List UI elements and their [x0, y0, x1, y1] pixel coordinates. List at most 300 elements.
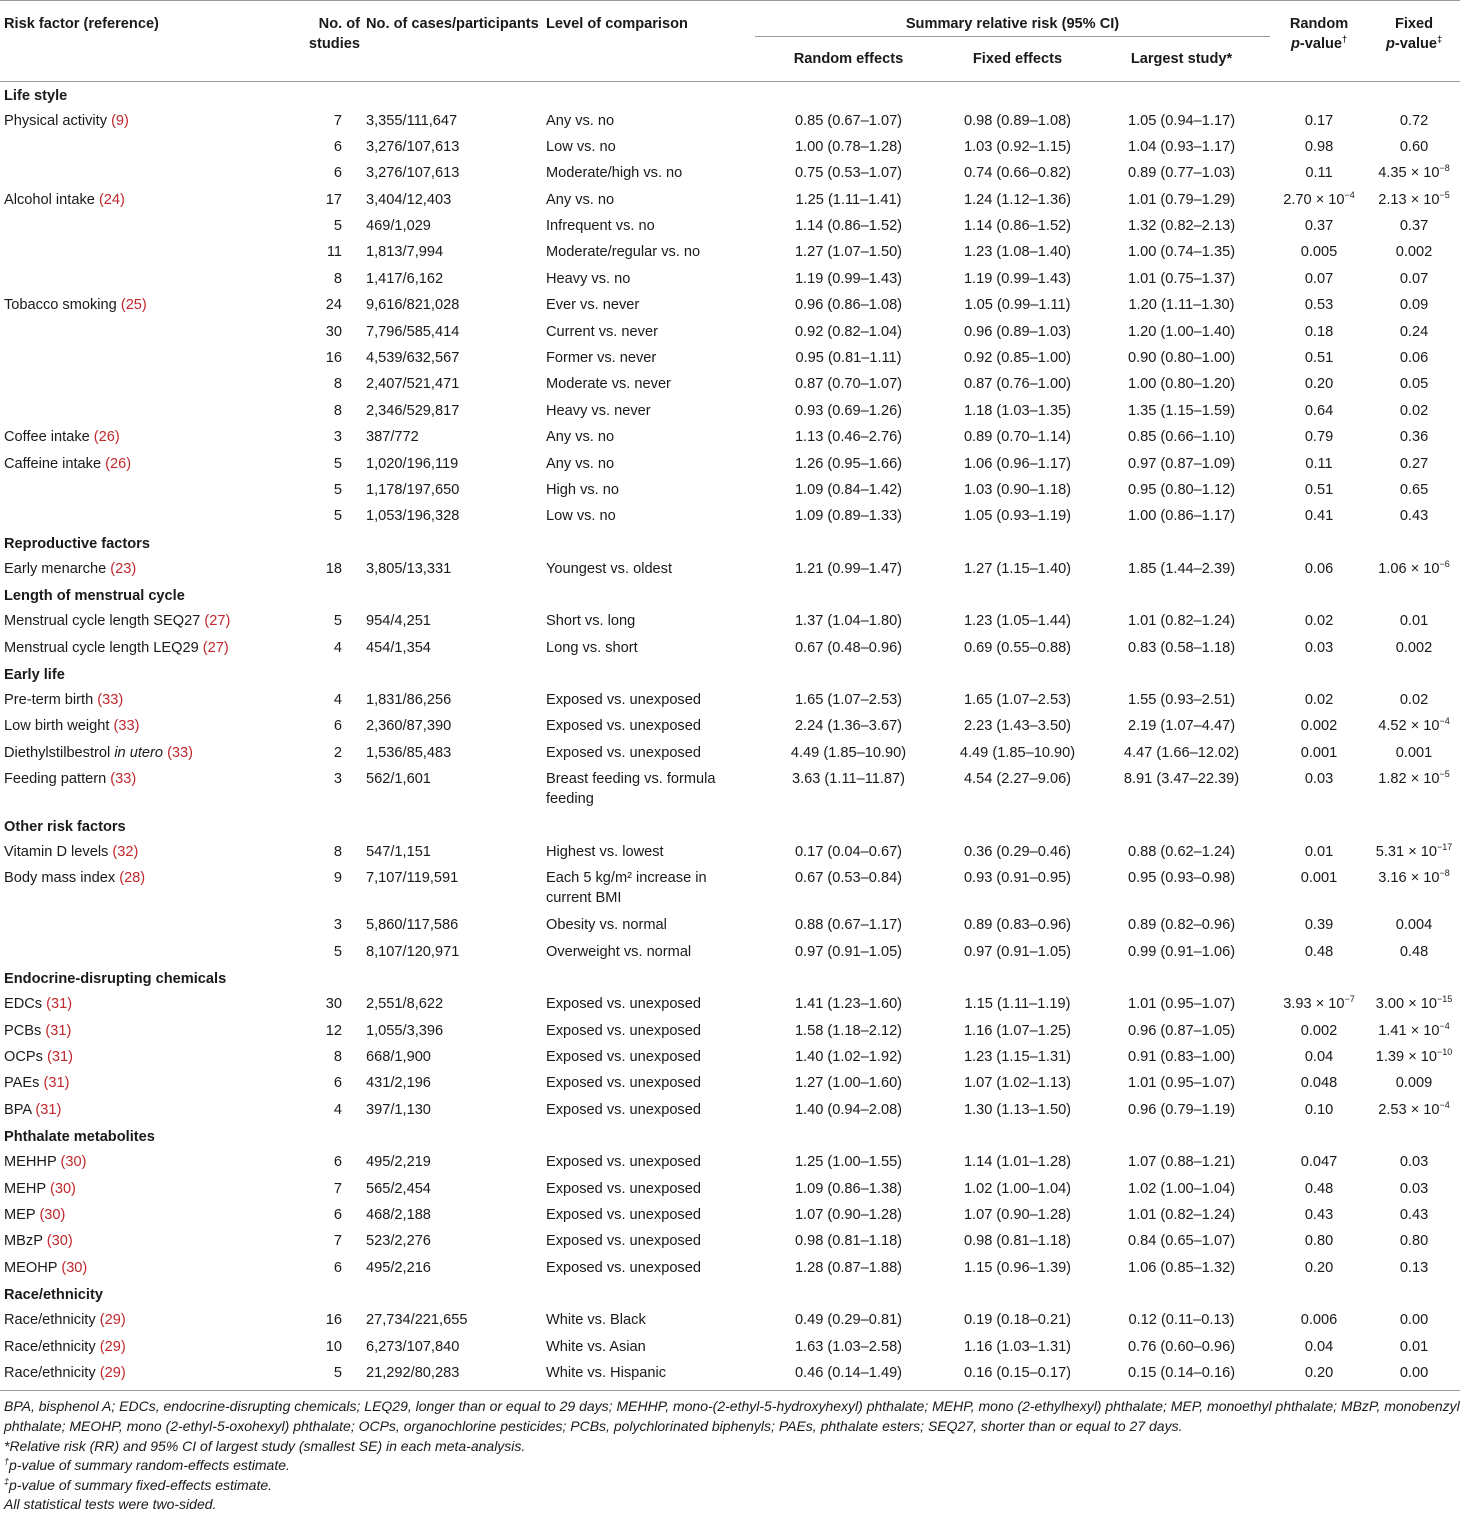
p-value-base: 0.03	[1304, 639, 1334, 656]
risk-factor-cell	[0, 424, 281, 450]
fixed-p-cell	[1368, 1307, 1460, 1333]
random-effects-cell: 1.41 (1.23–1.60)	[794, 996, 903, 1013]
random-effects-cell: 0.93 (0.69–1.26)	[794, 402, 903, 419]
table-header	[0, 1, 1460, 82]
table-row	[0, 740, 1460, 766]
level-cell: White vs. Asian	[546, 1338, 646, 1355]
random-effects-cell: 1.40 (0.94–2.08)	[794, 1101, 903, 1118]
risk-factor-cell	[0, 635, 281, 661]
p-value-base: 0.24	[1399, 323, 1429, 340]
random-p-cell	[1270, 108, 1368, 134]
p-value-base: 0.48	[1304, 943, 1334, 960]
cases-cell: 1,831/86,256	[366, 691, 452, 708]
risk-factor-cell	[0, 1176, 281, 1202]
reference-link[interactable]: (31)	[35, 1101, 62, 1118]
table-row	[0, 134, 1460, 160]
reference-link[interactable]: (33)	[97, 691, 124, 708]
largest-study-cell: 0.12 (0.11–0.13)	[1128, 1312, 1235, 1329]
fixed-p-cell	[1368, 687, 1460, 713]
risk-factor-cell	[0, 766, 281, 813]
level-cell: White vs. Hispanic	[546, 1364, 667, 1381]
fixed-effects-cell: 2.23 (1.43–3.50)	[963, 718, 1072, 735]
largest-study-cell: 1.32 (0.82–2.13)	[1127, 218, 1236, 235]
section-header-row	[0, 1281, 1460, 1307]
random-effects-cell: 1.13 (0.46–2.76)	[794, 429, 903, 446]
risk-factor-cell	[0, 319, 281, 345]
reference-link[interactable]: (33)	[110, 771, 137, 788]
p-value-base: 0.20	[1304, 1259, 1334, 1276]
p-value-base: 0.37	[1304, 218, 1334, 235]
no-studies-cell: 16	[325, 1312, 342, 1329]
table-row	[0, 1360, 1460, 1386]
fixed-effects-cell: 4.54 (2.27–9.06)	[963, 771, 1072, 788]
random-p-cell	[1270, 239, 1368, 265]
table-row	[0, 608, 1460, 634]
no-studies-cell: 4	[333, 1101, 342, 1118]
random-p-cell	[1270, 1018, 1368, 1044]
p-value-base: 1.82 × 10	[1378, 771, 1440, 788]
reference-link[interactable]: (31)	[46, 1049, 73, 1066]
largest-study-cell: 0.99 (0.91–1.06)	[1127, 943, 1236, 960]
p-value-base: 0.02	[1399, 691, 1429, 708]
risk-factor-name: OCPs	[4, 1049, 43, 1066]
level-cell: Short vs. long	[546, 613, 636, 630]
risk-factor-name: Menstrual cycle length SEQ27	[4, 613, 201, 630]
footnotes	[0, 1390, 1460, 1515]
cases-cell: 547/1,151	[366, 844, 431, 861]
fixed-effects-cell: 1.19 (0.99–1.43)	[963, 270, 1072, 287]
risk-factor-cell	[0, 1097, 281, 1123]
reference-link[interactable]: (31)	[45, 1022, 72, 1039]
random-effects-cell: 1.28 (0.87–1.88)	[794, 1259, 903, 1276]
p-value-base: 0.048	[1300, 1075, 1338, 1092]
level-cell: Exposed vs. unexposed	[546, 1154, 701, 1171]
largest-study-cell: 0.88 (0.62–1.24)	[1127, 844, 1236, 861]
section-header-row	[0, 1123, 1460, 1149]
random-effects-cell: 0.49 (0.29–0.81)	[794, 1312, 903, 1329]
cases-cell: 431/2,196	[366, 1075, 431, 1092]
random-p-cell	[1270, 912, 1368, 938]
reference-link[interactable]: (32)	[112, 844, 139, 861]
random-p-cell	[1270, 766, 1368, 813]
largest-study-cell: 2.19 (1.07–4.47)	[1127, 718, 1236, 735]
level-cell: Any vs. no	[546, 112, 615, 129]
header-risk-factor: Risk factor (reference)	[4, 16, 159, 32]
p-value-base: 0.001	[1395, 744, 1433, 761]
fixed-effects-cell: 1.27 (1.15–1.40)	[963, 560, 1072, 577]
fixed-p-cell	[1368, 134, 1460, 160]
largest-study-cell: 0.96 (0.79–1.19)	[1127, 1101, 1236, 1118]
fixed-p-cell	[1368, 1202, 1460, 1228]
p-value-base: 0.43	[1399, 508, 1429, 525]
fixed-p-cell	[1368, 865, 1460, 912]
footnote-star: *Relative risk (RR) and 95% CI of largest study (smallest SE) in each meta-analysis.	[4, 1437, 526, 1454]
p-value-base: 0.002	[1395, 244, 1433, 261]
cases-cell: 469/1,029	[366, 218, 431, 235]
header-no-studies: No. of studies	[308, 16, 360, 52]
reference-link[interactable]: (33)	[167, 744, 194, 761]
random-effects-cell: 1.65 (1.07–2.53)	[794, 691, 903, 708]
fixed-p-cell	[1368, 1018, 1460, 1044]
risk-factor-cell	[0, 912, 281, 938]
p-value-base: 0.009	[1395, 1075, 1433, 1092]
header-level: Level of comparison	[546, 16, 688, 32]
largest-study-cell: 1.85 (1.44–2.39)	[1127, 560, 1236, 577]
random-p-cell	[1270, 503, 1368, 529]
cases-cell: 1,020/196,119	[366, 455, 459, 472]
header-random-p-line1: Random	[1289, 16, 1349, 32]
reference-link[interactable]: (27)	[204, 613, 231, 630]
reference-link[interactable]: (30)	[61, 1259, 88, 1276]
p-value-base: 2.70 × 10	[1283, 191, 1345, 208]
largest-study-cell: 0.85 (0.66–1.10)	[1127, 429, 1236, 446]
level-cell: Exposed vs. unexposed	[546, 1259, 701, 1276]
risk-factor-name: MEHHP	[4, 1154, 57, 1171]
cases-cell: 387/772	[366, 429, 419, 446]
risk-factor-cell	[0, 451, 281, 477]
level-cell: Former vs. never	[546, 350, 657, 367]
largest-study-cell: 1.01 (0.95–1.07)	[1127, 1075, 1236, 1092]
risk-factor-cell	[0, 345, 281, 371]
no-studies-cell: 8	[333, 1049, 342, 1066]
risk-factor-name: Tobacco smoking	[4, 297, 117, 314]
random-effects-cell: 1.21 (0.99–1.47)	[794, 560, 903, 577]
footnote-ddagger: ‡p-value of summary fixed-effects estimate.	[4, 1476, 273, 1493]
fixed-p-cell	[1368, 319, 1460, 345]
risk-factor-cell	[0, 1307, 281, 1333]
fixed-effects-cell: 0.98 (0.89–1.08)	[963, 112, 1072, 129]
level-cell: Exposed vs. unexposed	[546, 744, 701, 761]
risk-factor-cell	[0, 213, 281, 239]
level-cell: Exposed vs. unexposed	[546, 691, 701, 708]
footnote-two-sided: All statistical tests were two-sided.	[4, 1496, 217, 1513]
section-title: Reproductive factors	[4, 535, 150, 552]
cases-cell: 27,734/221,655	[366, 1312, 468, 1329]
cases-cell: 5,860/117,586	[366, 917, 459, 934]
reference-link[interactable]: (25)	[120, 297, 147, 314]
table-row	[0, 687, 1460, 713]
risk-factor-cell	[0, 134, 281, 160]
p-value-base: 1.41 × 10	[1378, 1022, 1440, 1039]
header-fixed-p	[1368, 1, 1460, 82]
p-value-base: 4.35 × 10	[1378, 165, 1440, 182]
risk-factor-name: Physical activity	[4, 112, 107, 129]
level-cell: Infrequent vs. no	[546, 218, 655, 235]
p-value-exponent: −8	[1439, 868, 1450, 879]
level-cell: Low vs. no	[546, 138, 616, 155]
p-value-base: 0.13	[1399, 1259, 1429, 1276]
no-studies-cell: 17	[325, 191, 342, 208]
table-row	[0, 991, 1460, 1017]
fixed-effects-cell: 1.14 (1.01–1.28)	[963, 1154, 1072, 1171]
level-cell: Exposed vs. unexposed	[546, 1233, 701, 1250]
random-effects-cell: 0.46 (0.14–1.49)	[794, 1364, 903, 1381]
risk-factor-cell	[0, 687, 281, 713]
reference-link[interactable]: (27)	[202, 639, 229, 656]
p-value-base: 0.006	[1300, 1312, 1338, 1329]
header-random-p	[1270, 1, 1368, 82]
fixed-effects-cell: 1.05 (0.93–1.19)	[963, 508, 1072, 525]
no-studies-cell: 6	[333, 165, 342, 182]
p-value-base: 0.51	[1304, 350, 1334, 367]
section-header-row	[0, 582, 1460, 608]
risk-factor-name: Coffee intake	[4, 429, 90, 446]
no-studies-cell: 8	[333, 270, 342, 287]
p-value-base: 0.02	[1399, 402, 1429, 419]
random-p-cell	[1270, 266, 1368, 292]
section-header-row	[0, 813, 1460, 839]
p-value-base: 0.98	[1304, 138, 1334, 155]
p-value-base: 0.80	[1399, 1233, 1429, 1250]
cases-cell: 954/4,251	[366, 613, 431, 630]
random-effects-cell: 0.67 (0.48–0.96)	[794, 639, 903, 656]
p-value-base: 0.03	[1399, 1154, 1429, 1171]
fixed-p-cell	[1368, 213, 1460, 239]
random-p-cell	[1270, 1070, 1368, 1096]
cases-cell: 8,107/120,971	[366, 943, 460, 960]
p-value-base: 0.20	[1304, 376, 1334, 393]
level-cell: Breast feeding vs. formula feeding	[546, 771, 716, 808]
random-p-cell	[1270, 991, 1368, 1017]
reference-link[interactable]: (9)	[111, 112, 129, 129]
no-studies-cell: 6	[333, 1207, 342, 1223]
random-effects-cell: 1.40 (1.02–1.92)	[794, 1049, 903, 1066]
no-studies-cell: 8	[333, 844, 342, 861]
level-cell: Overweight vs. normal	[546, 943, 692, 960]
random-p-cell	[1270, 713, 1368, 739]
cases-cell: 3,276/107,613	[366, 138, 460, 155]
fixed-effects-cell: 0.16 (0.15–0.17)	[963, 1364, 1072, 1381]
fixed-effects-cell: 0.96 (0.89–1.03)	[963, 323, 1072, 340]
p-value-base: 0.36	[1399, 429, 1429, 446]
p-value-base: 0.53	[1304, 297, 1334, 314]
random-effects-cell: 0.67 (0.53–0.84)	[794, 870, 903, 887]
level-cell: Exposed vs. unexposed	[546, 1075, 701, 1092]
level-cell: Exposed vs. unexposed	[546, 1101, 701, 1118]
cases-cell: 562/1,601	[366, 771, 431, 788]
table-row	[0, 1149, 1460, 1175]
level-cell: Exposed vs. unexposed	[546, 1022, 701, 1039]
random-effects-cell: 0.17 (0.04–0.67)	[794, 844, 903, 861]
cases-cell: 1,813/7,994	[366, 244, 444, 261]
largest-study-cell: 0.95 (0.93–0.98)	[1127, 870, 1236, 887]
reference-link[interactable]: (26)	[93, 429, 120, 446]
no-studies-cell: 5	[333, 455, 342, 472]
random-effects-cell: 1.14 (0.86–1.52)	[794, 218, 903, 235]
fixed-effects-cell: 0.69 (0.55–0.88)	[963, 639, 1072, 656]
fixed-effects-cell: 1.05 (0.99–1.11)	[964, 297, 1071, 314]
p-value-base: 0.01	[1399, 613, 1429, 630]
p-value-base: 0.002	[1395, 639, 1433, 656]
level-cell: Any vs. no	[546, 191, 615, 208]
reference-link[interactable]: (30)	[49, 1180, 76, 1197]
random-effects-cell: 1.25 (1.11–1.41)	[795, 191, 902, 208]
table-row	[0, 503, 1460, 529]
fixed-effects-cell: 1.23 (1.08–1.40)	[963, 244, 1072, 261]
reference-link[interactable]: (31)	[46, 996, 73, 1013]
footnote-dagger: †p-value of summary random-effects estimate.	[4, 1456, 290, 1474]
fixed-p-cell	[1368, 766, 1460, 813]
reference-link[interactable]: (30)	[39, 1207, 66, 1223]
random-effects-cell: 1.37 (1.04–1.80)	[794, 613, 903, 630]
reference-link[interactable]: (28)	[119, 870, 146, 887]
largest-study-cell: 4.47 (1.66–12.02)	[1123, 744, 1240, 761]
p-value-base: 0.01	[1304, 844, 1334, 861]
random-p-cell	[1270, 1202, 1368, 1228]
table-row	[0, 451, 1460, 477]
table-row	[0, 766, 1460, 813]
fixed-p-cell	[1368, 1097, 1460, 1123]
fixed-effects-cell: 1.18 (1.03–1.35)	[963, 402, 1072, 419]
random-p-cell	[1270, 687, 1368, 713]
cases-cell: 1,178/197,650	[366, 481, 460, 498]
reference-link[interactable]: (29)	[99, 1312, 126, 1329]
cases-cell: 2,407/521,471	[366, 376, 460, 393]
table-row	[0, 635, 1460, 661]
reference-link[interactable]: (23)	[110, 560, 137, 577]
cases-cell: 1,536/85,483	[366, 744, 452, 761]
random-effects-cell: 2.24 (1.36–3.67)	[794, 718, 903, 735]
no-studies-cell: 2	[333, 744, 342, 761]
fixed-p-cell	[1368, 635, 1460, 661]
table-row	[0, 477, 1460, 503]
header-largest-study: Largest study*	[1130, 51, 1233, 67]
fixed-p-cell	[1368, 477, 1460, 503]
table-row	[0, 1070, 1460, 1096]
fixed-p-cell	[1368, 451, 1460, 477]
risk-factor-cell	[0, 187, 281, 213]
header-fixed-effects: Fixed effects	[972, 51, 1063, 67]
fixed-p-cell	[1368, 1149, 1460, 1175]
largest-study-cell: 0.76 (0.60–0.96)	[1127, 1338, 1236, 1355]
random-p-cell	[1270, 1044, 1368, 1070]
p-value-base: 0.00	[1399, 1312, 1429, 1329]
risk-factor-cell	[0, 477, 281, 503]
p-value-exponent: −8	[1439, 163, 1450, 174]
table-row	[0, 371, 1460, 397]
fixed-p-cell	[1368, 160, 1460, 186]
largest-study-cell: 0.91 (0.83–1.00)	[1127, 1049, 1236, 1066]
p-value-base: 0.09	[1399, 297, 1429, 314]
cases-cell: 495/2,216	[366, 1259, 431, 1276]
random-effects-cell: 0.96 (0.86–1.08)	[794, 297, 903, 314]
risk-factor-cell	[0, 108, 281, 134]
p-value-base: 0.18	[1304, 323, 1334, 340]
largest-study-cell: 1.06 (0.85–1.32)	[1127, 1259, 1236, 1276]
fixed-effects-cell: 0.89 (0.83–0.96)	[963, 917, 1072, 934]
fixed-p-cell	[1368, 266, 1460, 292]
fixed-p-cell	[1368, 1255, 1460, 1281]
reference-link[interactable]: (24)	[98, 191, 125, 208]
reference-link[interactable]: (33)	[113, 718, 140, 735]
p-value-base: 0.11	[1305, 455, 1333, 472]
table-row	[0, 556, 1460, 582]
reference-link[interactable]: (29)	[99, 1364, 126, 1381]
p-value-base: 0.60	[1399, 138, 1429, 155]
p-value-base: 0.00	[1399, 1364, 1429, 1381]
no-studies-cell: 9	[333, 870, 342, 887]
table-row	[0, 1018, 1460, 1044]
section-header-row	[0, 661, 1460, 687]
no-studies-cell: 10	[325, 1338, 342, 1355]
fixed-p-cell	[1368, 345, 1460, 371]
no-studies-cell: 5	[333, 218, 342, 235]
table-row	[0, 1307, 1460, 1333]
risk-factor-cell	[0, 398, 281, 424]
fixed-p-cell	[1368, 608, 1460, 634]
largest-study-cell: 0.83 (0.58–1.18)	[1127, 639, 1236, 656]
p-value-base: 0.17	[1304, 112, 1334, 129]
table-row	[0, 266, 1460, 292]
fixed-effects-cell: 0.19 (0.18–0.21)	[963, 1312, 1072, 1329]
risk-factor-cell	[0, 292, 281, 318]
fixed-p-cell	[1368, 839, 1460, 865]
largest-study-cell: 0.97 (0.87–1.09)	[1127, 455, 1236, 472]
risk-factor-cell	[0, 991, 281, 1017]
table-row	[0, 424, 1460, 450]
random-p-cell	[1270, 345, 1368, 371]
p-value-base: 0.48	[1399, 943, 1429, 960]
table-row	[0, 239, 1460, 265]
p-value-base: 0.047	[1300, 1154, 1338, 1171]
fixed-effects-cell: 1.16 (1.07–1.25)	[963, 1022, 1072, 1039]
reference-link[interactable]: (30)	[60, 1154, 87, 1171]
random-effects-cell: 0.85 (0.67–1.07)	[794, 112, 903, 129]
random-p-cell	[1270, 292, 1368, 318]
p-value-base: 0.02	[1304, 691, 1334, 708]
risk-factor-cell	[0, 1018, 281, 1044]
reference-link[interactable]: (29)	[99, 1338, 126, 1355]
fixed-effects-cell: 0.74 (0.66–0.82)	[963, 165, 1072, 182]
p-value-exponent: −4	[1344, 189, 1355, 200]
fixed-effects-cell: 1.15 (0.96–1.39)	[963, 1259, 1072, 1276]
risk-factor-cell	[0, 1255, 281, 1281]
random-p-cell	[1270, 319, 1368, 345]
level-cell: Ever vs. never	[546, 297, 640, 314]
table-row	[0, 713, 1460, 739]
no-studies-cell: 5	[333, 508, 342, 525]
section-title: Race/ethnicity	[4, 1287, 103, 1304]
level-cell: Exposed vs. unexposed	[546, 1207, 701, 1223]
random-p-cell	[1270, 939, 1368, 965]
random-effects-cell: 1.07 (0.90–1.28)	[794, 1207, 903, 1223]
reference-link[interactable]: (30)	[46, 1233, 73, 1250]
reference-link[interactable]: (26)	[105, 455, 132, 472]
risk-factor-cell	[0, 371, 281, 397]
table-row	[0, 1228, 1460, 1254]
fixed-p-cell	[1368, 1044, 1460, 1070]
reference-link[interactable]: (31)	[43, 1075, 70, 1092]
no-studies-cell: 8	[333, 376, 342, 393]
table-row	[0, 1202, 1460, 1228]
p-value-exponent: −17	[1437, 842, 1453, 853]
level-cell: Heavy vs. never	[546, 402, 651, 419]
fixed-p-cell	[1368, 1360, 1460, 1386]
p-value-base: 0.10	[1304, 1101, 1334, 1118]
risk-factor-name: Early menarche	[4, 560, 107, 577]
p-value-base: 4.52 × 10	[1378, 718, 1440, 735]
cases-cell: 4,539/632,567	[366, 350, 460, 367]
p-value-base: 0.06	[1399, 350, 1429, 367]
fixed-p-cell	[1368, 1070, 1460, 1096]
section-title: Life style	[4, 88, 68, 104]
random-p-cell	[1270, 134, 1368, 160]
risk-factor-name: BPA	[4, 1101, 32, 1118]
p-value-exponent: −4	[1439, 1020, 1450, 1031]
fixed-effects-cell: 1.23 (1.05–1.44)	[963, 613, 1072, 630]
p-value-exponent: −7	[1344, 994, 1355, 1005]
fixed-p-cell	[1368, 740, 1460, 766]
